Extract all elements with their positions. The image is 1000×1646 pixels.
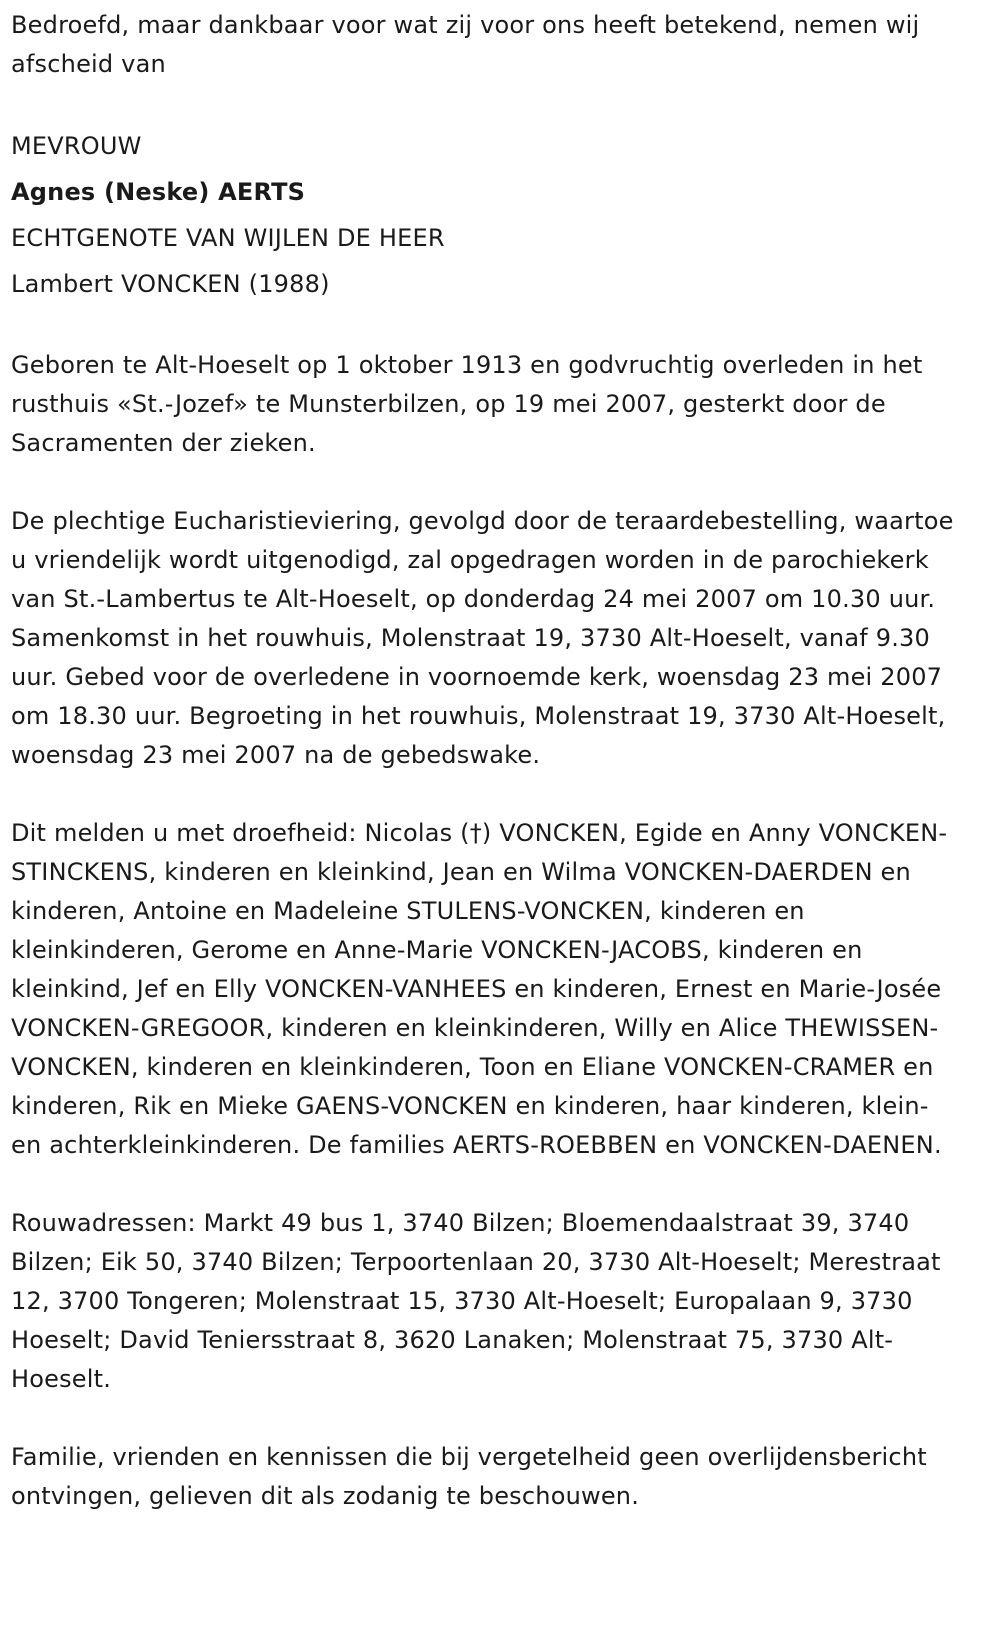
intro-paragraph: Bedroefd, maar dankbaar voor wat zij voor ons heeft betekend, nemen wij afscheid van (11, 11, 920, 78)
family-paragraph: Dit melden u met droefheid: Nicolas (†) VONCKEN, Egide en Anny VONCKEN-STINCKENS, kinderen en kleinkind, Jean en Wilma VONCKEN-DAERDEN en kinderen, Antoine en Madeleine STULENS-VONCKEN, kinderen en kleinkinderen, Gerome en Anne-Marie VONCKEN-JACOBS, kinderen en kleinkind, Jef en Elly VONCKEN-VANHEES en kinderen, Ernest en Marie-Josée VONCKEN-GREGOOR, kinderen en kleinkinderen, Willy en Alice THEWISSEN-VONCKEN, kinderen en kleinkinderen, Toon en Eliane VONCKEN-CRAMER en kinderen, Rik en Mieke GAENS-VONCKEN en kinderen, haar kinderen, klein- en achterkleinkinderen. De families AERTS-ROEBBEN en VONCKEN-DAENEN. (11, 819, 948, 1159)
closing-paragraph: Familie, vrienden en kennissen die bij vergetelheid geen overlijdensbericht ontvingen, gelieven dit als zodanig te beschouwen. (11, 1443, 927, 1510)
spouse-line: ECHTGENOTE VAN WIJLEN DE HEER (11, 224, 445, 252)
deceased-block (11, 123, 964, 307)
birth-death-paragraph: Geboren te Alt-Hoeselt op 1 oktober 1913 en godvruchtig overleden in het rusthuis «St.-Jozef» te Munsterbilzen, op 19 mei 2007, gesterkt door de Sacramenten der zieken. (11, 351, 923, 457)
deceased-name: Agnes (Neske) AERTS (11, 178, 306, 206)
addresses-paragraph: Rouwadressen: Markt 49 bus 1, 3740 Bilzen; Bloemendaalstraat 39, 3740 Bilzen; Eik 50, 3740 Bilzen; Terpoortenlaan 20, 3730 Alt-Hoeselt; Merestraat 12, 3700 Tongeren; Molenstraat 15, 3730 Alt-Hoeselt; Europalaan 9, 3730 Hoeselt; David Teniersstraat 8, 3620 Lanaken; Molenstraat 75, 3730 Alt-Hoeselt. (11, 1209, 941, 1393)
spouse-name: Lambert VONCKEN (1988) (11, 270, 330, 298)
title-line: MEVROUW (11, 132, 142, 160)
ceremony-paragraph: De plechtige Eucharistieviering, gevolgd door de teraardebestelling, waartoe u vriendelijk wordt uitgenodigd, zal opgedragen worden in de parochiekerk van St.-Lambertus te Alt-Hoeselt, op donderdag 24 mei 2007 om 10.30 uur. Samenkomst in het rouwhuis, Molenstraat 19, 3730 Alt-Hoeselt, vanaf 9.30 uur. Gebed voor de overledene in voornoemde kerk, woensdag 23 mei 2007 om 18.30 uur. Begroeting in het rouwhuis, Molenstraat 19, 3730 Alt-Hoeselt, woensdag 23 mei 2007 na de gebedswake. (11, 507, 954, 769)
